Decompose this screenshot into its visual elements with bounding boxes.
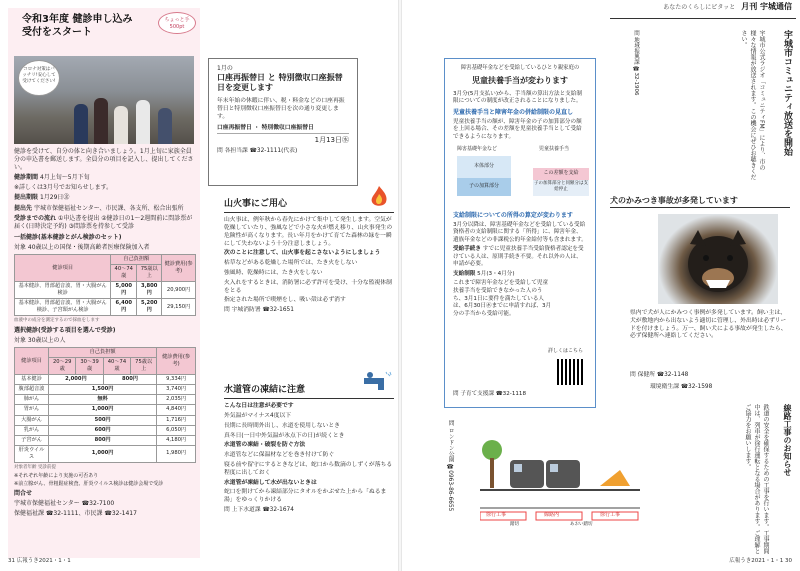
table-cell: 3,800円 <box>137 282 162 299</box>
dog-photo <box>658 214 778 304</box>
child-target-label: 受給手続き <box>453 246 481 253</box>
crossing-label: 踏切 <box>510 522 519 527</box>
table-cell: 乳がん <box>15 425 49 435</box>
table-subheader: 20～29歳 <box>49 358 76 375</box>
box-body: 年末年始の休暇に伴い、税・料金などの口座再振替日と特別徴収口座振替日を次の通り変更します。 <box>217 97 345 120</box>
diagram-difference: この差額を支給 <box>533 168 589 180</box>
table-header: 健診項目 <box>15 348 49 375</box>
frozen-pipe-section <box>224 384 394 517</box>
child-body: 3月分(5月支払い)から、手当額の算出方法と支給制限についての制度が改正されることになりました。 <box>453 90 582 105</box>
child-h1: 児童扶養手当と障害年金の併給制限の見直し <box>453 108 574 116</box>
forest-fire-section <box>224 198 394 317</box>
crossing-label: あおい踏切 <box>570 522 593 527</box>
person-figure <box>94 98 108 144</box>
table-cell: 腹部超音波 <box>15 385 49 395</box>
period-value: 4月上旬～5月下旬 <box>39 174 90 182</box>
deadline-value: 1月29日㊎ <box>39 194 70 202</box>
child-p3: これまで障害年金などを受給して児童扶養手当を受給できなかった人のうち、3月1日に要件を満たしている人は、6月30日㊌までに申請すれば、3月分の手当から受給可能。 <box>453 280 552 317</box>
table-cell: 5,200円 <box>137 299 162 316</box>
fire-icon <box>364 184 394 208</box>
table-cell: 800円 <box>103 375 156 385</box>
child-title: 児童扶養手当が変わります <box>472 76 568 86</box>
table-cell: 無料 <box>49 395 157 405</box>
list-item: 蛇口を開けてから凍結部分にタオルをかぶせた上から「ぬるま湯」をゆっくりかける <box>224 489 387 504</box>
contact-label: 問合せ <box>14 490 33 498</box>
left-footer: 31 広報うき2021・1・1 <box>8 557 71 564</box>
child-deadline-value: 5月(3・4月分) <box>477 270 515 277</box>
table-cell: 800円 <box>49 435 157 445</box>
list-item: 寝る前や留守にするときなどは、蛇口から数滴のしずくが落ちる程度に出しておく <box>224 462 393 476</box>
person-figure <box>158 108 172 144</box>
submit-value: 宇城市保健福祉センター、市民課、各支所、 <box>33 204 154 212</box>
speech-bubble: コロナ対策はバッチリ!安心して受けてください! <box>18 60 60 96</box>
deadline-label: 提出期限 <box>14 194 39 202</box>
table-header: 健診費用(参考) <box>162 255 196 282</box>
table-cell: 9,334円 <box>157 375 196 385</box>
note-1: ※それぞれ年齢により実施の可否あり <box>14 472 99 479</box>
health-check-title: 令和3年度 健診申し込み受付をスタート <box>22 14 133 38</box>
road-body: 鉄道の安全を確保するための工事を行います。工事期間中は、列車が徐行運転となる場合があります。ご理解とご協力をお願いします。 <box>744 404 769 554</box>
table-row <box>15 425 196 435</box>
table-row <box>15 445 196 462</box>
table-cell: 20,900円 <box>162 282 196 299</box>
running-header <box>663 2 792 13</box>
table-row <box>15 415 196 425</box>
table-cell: 6,400円 <box>111 299 137 316</box>
box-contact: 問 各担当課 ☎32-1111(代表) <box>217 147 298 154</box>
list-item: 指定された場所で喫煙をし、吸い殻は必ず消す <box>224 297 346 304</box>
intro-text: 健診を受けて、自分の体と向き合いましょう。1月上旬に家族全員分の申込書を郵送します。全員分の項目を記入し、提出してください。 <box>14 148 194 172</box>
right-footer: 広報うき2021・1・1 30 <box>729 557 792 564</box>
allowance-diagram <box>453 146 587 208</box>
health-check-photo <box>14 56 194 144</box>
contact-1: 宇城市保健福祉センター ☎32-7100 <box>14 500 115 508</box>
table-cell: 基本健診、胃部超音波、胃・大腸がん検診 <box>15 282 111 299</box>
pipe-prevent-title: 水道管の凍結・破裂を防ぐ方法 <box>224 442 306 449</box>
child-deadline-label: 支給制限 <box>453 270 476 277</box>
course2-title: 選択健診(受診する項目を選んで受診) <box>14 327 116 335</box>
box-row-value: 1月13日㊌ <box>314 136 349 145</box>
table-cell: 2,000円 <box>49 375 104 385</box>
table-row <box>15 385 196 395</box>
pipe-title: 水道管の凍結に注意 <box>224 384 394 399</box>
table-cell: 29,150円 <box>162 299 196 316</box>
table-subheader: 75歳以上 <box>137 265 162 282</box>
table-cell: 4,180円 <box>157 435 196 445</box>
table-subheader: 40～74歳 <box>103 358 130 375</box>
diagram-stopped: 子の加算部分と同額分は支給停止 <box>533 180 589 196</box>
fire-contact: 問 宇城消防署 ☎32-1651 <box>224 307 294 314</box>
faucet-icon <box>360 370 394 398</box>
course1-target: 対象 40歳以上の国保・後期高齢者医療保険加入者 <box>14 243 150 251</box>
list-item: 枯草などがある乾燥した場所では、たき火をしない <box>224 260 358 267</box>
box-title: 口座再振替日 と 特別徴収口座振替日を変更します <box>217 73 343 93</box>
diagram-right-label: 児童扶養手当 <box>539 145 570 152</box>
pipe-frozen-title: 水道管が凍結して水が出ないときは <box>224 479 317 486</box>
table-cell: 1,000円 <box>49 405 157 415</box>
course1-title: 一括健診(基本健診とがん検診のセット) <box>14 233 122 241</box>
table-cell: 肝炎ウイルス <box>15 445 49 462</box>
table-header: 健診費用(参考) <box>157 348 196 375</box>
table-cell: 子宮がん <box>15 435 49 445</box>
header-rule <box>610 18 796 19</box>
table-cell: 基本健診 <box>15 375 49 385</box>
table-cell: 2,035円 <box>157 395 196 405</box>
notices-column <box>208 8 396 558</box>
person-figure <box>136 100 150 144</box>
course2-table <box>14 347 196 462</box>
table-cell: 3,740円 <box>157 385 196 395</box>
railway-illustration <box>480 430 640 530</box>
vertical-contact-note: 問 ロンドン公園 ☎0963-86-6655 <box>447 420 454 512</box>
dog-body: 県内で犬が人にかみつく事例が多発しています。飼い主は、犬が敷地内から出ないよう適切に管理し、外出時は必ずリードを付けましょう。万一、飼い犬による事故が発生したら、必ず保健所へ連絡してください。 <box>630 310 787 340</box>
pipe-contact: 問 上下水道課 ☎32-1674 <box>224 507 294 514</box>
child-h2: 支給制限についての所得の算定が変わります <box>453 211 573 219</box>
sign-label: 徐行工事 <box>486 512 507 518</box>
diagram-child-part: 子の加算部分 <box>457 178 511 196</box>
period-note: ※詳しくは3月号でお知らせします。 <box>14 184 113 192</box>
table-subheader: 40～74歳 <box>111 265 137 282</box>
table-cell: 1,980円 <box>157 445 196 462</box>
contact-2: 保健福祉課 ☎32-1111、市民課 ☎32-1417 <box>14 510 137 518</box>
community-contact: 問 地域振興課 ☎32-1906 <box>633 30 639 96</box>
child-target-value: すでに児童扶養手当受給資格者認定を受けている人は、原則手続き不要。それ以外の人は、申請が必要。 <box>453 246 584 268</box>
list-item: 強風時、乾燥時には、たき火をしない <box>224 270 323 277</box>
child-p1: 児童扶養手当の額が、障害年金の子の加算部分の額を上回る場合、その差額を児童扶養手当として受給できるようになります。 <box>453 118 582 140</box>
child-lead: 障害基礎年金などを受給しているひとり親家庭の <box>460 65 580 71</box>
table-cell: 胃がん <box>15 405 49 415</box>
table2-side-note: 対象者年齢 受診前提 <box>14 464 56 470</box>
child-contact: 問 子育て支援課 ☎32-1118 <box>453 391 527 398</box>
course1-table <box>14 254 196 316</box>
header-big: 月刊 宇城通信 <box>741 2 792 11</box>
sign-label: 徐行工事 <box>600 512 621 518</box>
fire-list-title: 次のことに注意して、山火事を起こさないようにしましょう <box>224 250 381 257</box>
health-check-body <box>14 148 196 520</box>
community-body: 宇城市公式ラジオ「コミュニティFM」により、市の様々な情報が放送されます。この機会にぜひお聴きください。 <box>740 30 765 180</box>
table-cell: 基本健診、胃部超音波、胃・大腸がん検診、子宮頸がん検診 <box>15 299 111 316</box>
table-header: 健診項目 <box>15 255 111 282</box>
course2-target: 対象 30歳以上の人 <box>14 337 66 345</box>
diagram-left-label: 障害基礎年金など <box>457 145 498 152</box>
table-cell: 6,050円 <box>157 425 196 435</box>
submit-value-2: 松合出張所 <box>153 204 184 212</box>
table-row <box>15 435 196 445</box>
list-item: 真冬日(一日中外気温が氷点下の日)が続くとき <box>224 432 345 439</box>
table-cell: 1,500円 <box>49 385 157 395</box>
points-badge: ちょっと手 500pt <box>158 12 196 34</box>
right-page <box>400 0 800 571</box>
dog-contact-2: 環境衛生課 ☎32-1598 <box>650 384 713 390</box>
table-row <box>15 282 196 299</box>
account-transfer-box <box>208 58 358 186</box>
table-header: 自己負担額 <box>111 255 162 265</box>
pipe-list-title: こんな日は注意が必要です <box>224 403 294 410</box>
table-row <box>15 405 196 415</box>
table-cell: 1,716円 <box>157 415 196 425</box>
fire-body: 山火事は、例年秋から春先にかけて集中して発生します。空気が乾燥していたり、強風などで小さな火が燃え移り、山火事発生の危険性が高くなります。長い年月をかけて育てた森林の緑を一瞬にして失わないよう十分注意しましょう。 <box>224 217 393 247</box>
table1-side-note: 血液中の成分を測定するので採血をします <box>14 318 100 324</box>
fire-title: 山火事にご用心 <box>224 198 394 213</box>
list-item: 長期に長時間外出し、水道を使用しないとき <box>224 422 340 429</box>
diagram-main-part: 本体部分 <box>457 156 511 178</box>
table-subheader: 30～39歳 <box>76 358 103 375</box>
submit-label: 提出先 <box>14 204 33 212</box>
box-label: 1月の <box>217 65 233 72</box>
dog-title: 犬のかみつき事故が多発しています <box>610 196 790 208</box>
list-item: 火入れをするときは、消防署に必ず許可を受け、十分な監視体制をとる <box>224 279 392 294</box>
table-cell: 大腸がん <box>15 415 49 425</box>
table-row <box>15 375 196 385</box>
period-label: 健診期間 <box>14 174 39 182</box>
road-title: 線路工事のお知らせ <box>783 404 792 476</box>
table-cell: 600円 <box>49 425 157 435</box>
flow-label: 受診までの流れ <box>14 214 57 222</box>
table-header: 自己負担額 <box>49 348 157 358</box>
person-figure <box>114 106 128 144</box>
person-figure <box>74 104 88 144</box>
list-item: 水道管などに保温材などを巻き付けて防ぐ <box>224 452 335 459</box>
table-cell: 1,000円 <box>49 445 157 462</box>
qr-code-icon[interactable] <box>557 359 583 385</box>
table-row <box>15 395 196 405</box>
table-cell: 5,000円 <box>111 282 137 299</box>
note-2: ※前立腺がん、骨粗鬆症検査、肝炎ウイルス検診は健診会場で受診 <box>14 481 164 488</box>
table-cell: 500円 <box>49 415 157 425</box>
child-allowance-box <box>444 58 596 408</box>
health-check-section <box>8 8 200 558</box>
table-subheader: 75歳以上 <box>131 358 157 375</box>
community-title: 宇城市コミュニティ放送を開始 <box>782 30 792 156</box>
table-cell: 4,840円 <box>157 405 196 415</box>
box-row-label: 口座再振替日 ・ 特別徴収口座振替日 <box>217 125 349 134</box>
header-small: あなたのくらしにピタッと <box>663 4 736 11</box>
qr-label: 詳しくはこちら <box>547 348 583 355</box>
list-item: 外気温がマイナス4度以下 <box>224 412 292 419</box>
dog-contact-1: 問 保健所 ☎32-1148 <box>630 372 689 378</box>
table-row <box>15 299 196 316</box>
table-cell: 肺がん <box>15 395 49 405</box>
flow-value: ①申込書を提出 ②健診日の1～2週間前に問診票が届く(日時決定予約) ③問診票を持参して受診 <box>14 214 193 230</box>
sign-label: 線路内 <box>544 512 560 518</box>
child-p2: 3月分以降は、障害基礎年金などを受給している受給資格者の支給制限に関する「所得」に、障害年金、遺族年金などの非課税公的年金給付等も含まれます。 <box>453 221 587 243</box>
